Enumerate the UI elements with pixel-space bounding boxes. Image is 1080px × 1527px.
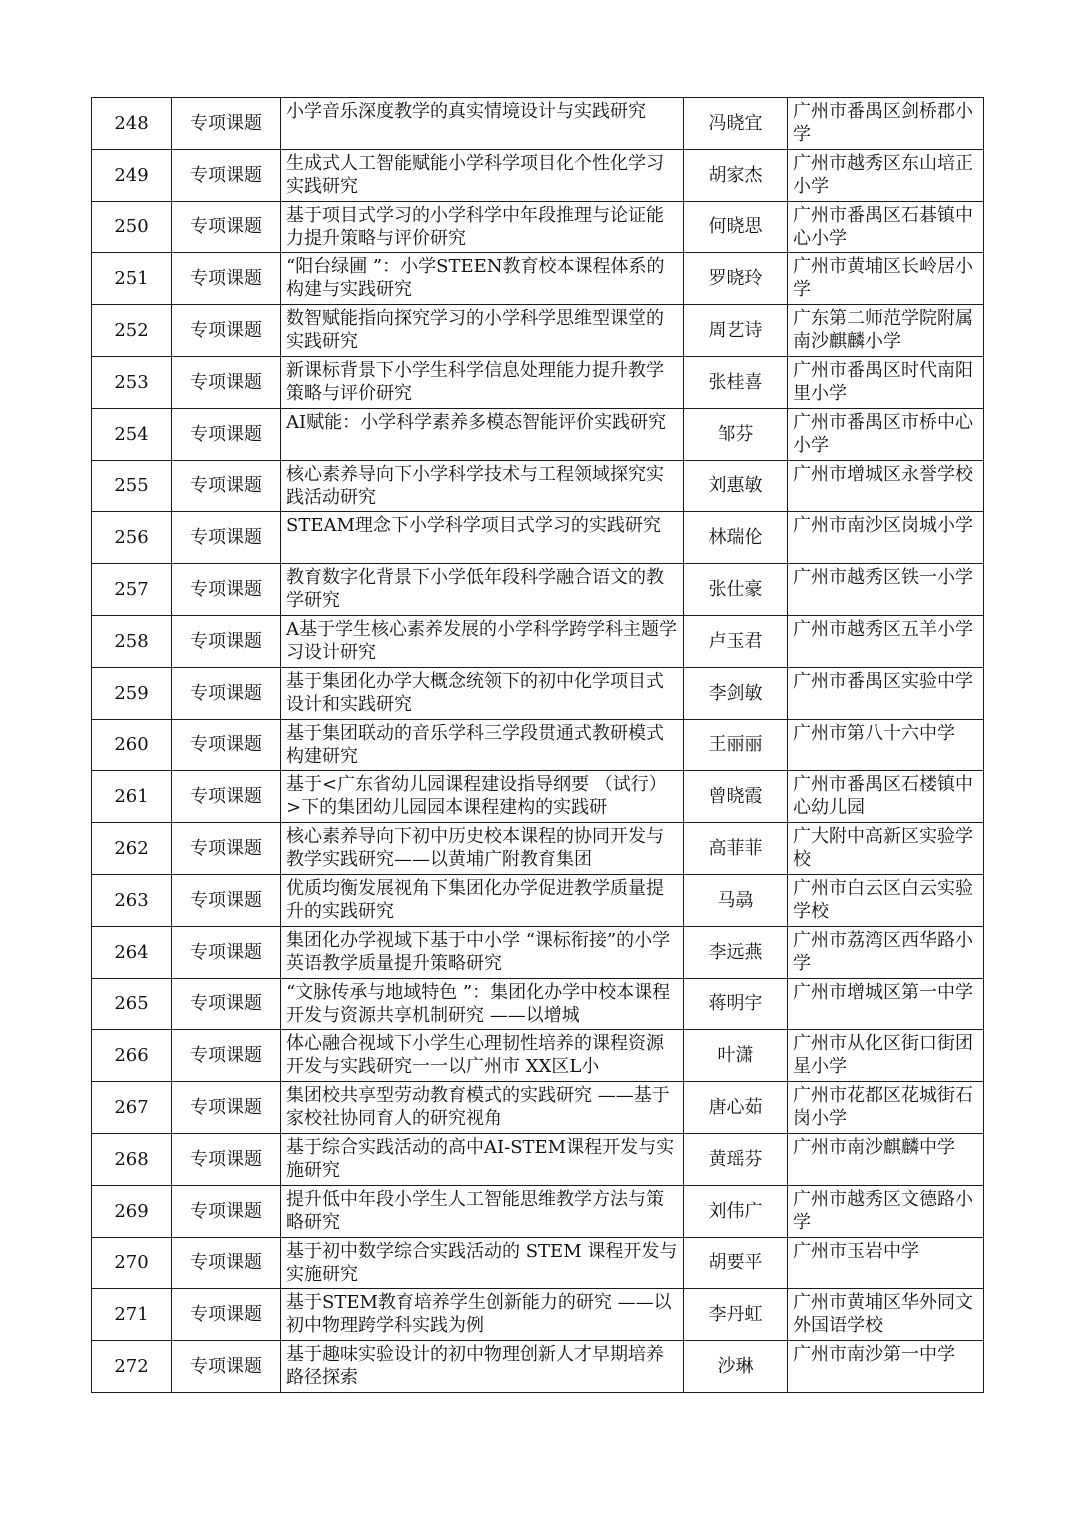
serial-number-cell: 265 — [92, 978, 172, 1030]
project-title-text: 集团化办学视域下基于中小学 “课标衔接”的小学英语教学质量提升策略研究 — [286, 929, 671, 974]
project-title-text: 体心融合视域下小学生心理韧性培养的课程资源开发与实践研究一一以广州市 XX区L小 — [286, 1033, 664, 1078]
principal-name-cell: 邹芬 — [684, 408, 788, 460]
school-unit-text: 广州市南沙区岗城小学 — [793, 515, 973, 537]
project-type-cell: 专项课题 — [172, 1237, 281, 1289]
school-unit-text: 广州市南沙第一中学 — [793, 1344, 955, 1366]
project-title-cell — [281, 149, 684, 201]
project-title-cell — [281, 305, 684, 357]
table-row — [92, 874, 984, 926]
project-title-cell — [281, 356, 684, 408]
table-row — [92, 408, 984, 460]
project-title-cell — [281, 978, 684, 1030]
project-title-cell — [281, 98, 684, 150]
school-unit-cell — [788, 719, 984, 771]
school-unit-cell — [788, 1289, 984, 1341]
principal-name-cell: 蒋明宇 — [684, 978, 788, 1030]
serial-number-cell: 251 — [92, 253, 172, 305]
project-type-cell: 专项课题 — [172, 460, 281, 512]
serial-number-cell: 254 — [92, 408, 172, 460]
project-type-cell: 专项课题 — [172, 564, 281, 616]
project-type-cell: 专项课题 — [172, 874, 281, 926]
school-unit-cell — [788, 253, 984, 305]
school-unit-cell — [788, 667, 984, 719]
table-row — [92, 823, 984, 875]
table-row — [92, 1289, 984, 1341]
project-title-text: 基于初中数学综合实践活动的 STEM 课程开发与实施研究 — [286, 1240, 678, 1285]
school-unit-text: 广州市黄埔区长岭居小学 — [793, 256, 973, 301]
school-unit-text: 广州市白云区白云实验学校 — [793, 877, 973, 922]
project-title-text: STEAM理念下小学科学项目式学习的实践研究 — [286, 515, 661, 537]
project-title-text: 新课标背景下小学生科学信息处理能力提升教学策略与评价研究 — [286, 359, 664, 404]
serial-number-cell: 268 — [92, 1133, 172, 1185]
serial-number-cell: 272 — [92, 1341, 172, 1393]
school-unit-cell — [788, 460, 984, 512]
project-type-cell: 专项课题 — [172, 615, 281, 667]
principal-name-cell: 冯晓宜 — [684, 98, 788, 150]
serial-number-cell: 248 — [92, 98, 172, 150]
principal-name-cell: 张仕豪 — [684, 564, 788, 616]
serial-number-cell: 262 — [92, 823, 172, 875]
project-title-text: 提升低中年段小学生人工智能思维教学方法与策略研究 — [286, 1188, 664, 1233]
project-title-cell — [281, 926, 684, 978]
principal-name-cell: 曾晓霞 — [684, 771, 788, 823]
school-unit-cell — [788, 564, 984, 616]
school-unit-cell — [788, 1237, 984, 1289]
table-row — [92, 1030, 984, 1082]
serial-number-cell: 259 — [92, 667, 172, 719]
table-row — [92, 1133, 984, 1185]
school-unit-text: 广州市南沙麒麟中学 — [793, 1136, 955, 1158]
school-unit-text: 广州市番禺区时代南阳里小学 — [793, 359, 973, 404]
school-unit-cell — [788, 823, 984, 875]
table-row — [92, 926, 984, 978]
project-title-cell — [281, 1133, 684, 1185]
serial-number-cell: 270 — [92, 1237, 172, 1289]
principal-name-cell: 李远燕 — [684, 926, 788, 978]
project-type-cell: 专项课题 — [172, 253, 281, 305]
principal-name-cell: 林瑞伦 — [684, 512, 788, 564]
school-unit-cell — [788, 98, 984, 150]
table-row — [92, 305, 984, 357]
school-unit-text: 广州市越秀区文德路小学 — [793, 1188, 973, 1233]
school-unit-text: 广州市番禺区市桥中心小学 — [793, 411, 973, 456]
table-row — [92, 98, 984, 150]
project-title-text: “文脉传承与地域特色 ”：集团化办学中校本课程开发与资源共享机制研究 ——以增城 — [286, 981, 671, 1026]
serial-number-cell: 253 — [92, 356, 172, 408]
table-row — [92, 564, 984, 616]
project-title-cell — [281, 823, 684, 875]
project-title-text: A基于学生核心素养发展的小学科学跨学科主题学习设计研究 — [286, 618, 677, 663]
school-unit-text: 广州市番禺区石碁镇中心小学 — [793, 204, 973, 249]
project-title-text: 核心素养导向下小学科学技术与工程领域探究实践活动研究 — [286, 463, 664, 508]
serial-number-cell: 261 — [92, 771, 172, 823]
principal-name-cell: 刘惠敏 — [684, 460, 788, 512]
project-table — [91, 97, 984, 1393]
project-title-text: 小学音乐深度教学的真实情境设计与实践研究 — [286, 101, 646, 122]
school-unit-cell — [788, 1082, 984, 1134]
project-title-text: 基于<广东省幼儿园课程建设指导纲要 （试行）>下的集团幼儿园园本课程建构的实践研 — [286, 774, 667, 819]
table-row — [92, 1237, 984, 1289]
school-unit-text: 广州市番禺区实验中学 — [793, 670, 973, 692]
school-unit-text: 广州市越秀区东山培正小学 — [793, 152, 973, 197]
project-title-text: 核心素养导向下初中历史校本课程的协同开发与教学实践研究——以黄埔广附教育集团 — [286, 826, 664, 871]
project-title-cell — [281, 253, 684, 305]
table-row — [92, 771, 984, 823]
project-title-text: 教育数字化背景下小学低年段科学融合语文的教学研究 — [286, 567, 664, 612]
project-type-cell: 专项课题 — [172, 98, 281, 150]
serial-number-cell: 252 — [92, 305, 172, 357]
project-title-cell — [281, 1082, 684, 1134]
table-row — [92, 667, 984, 719]
serial-number-cell: 264 — [92, 926, 172, 978]
project-type-cell: 专项课题 — [172, 201, 281, 253]
school-unit-text: 广州市第八十六中学 — [793, 722, 955, 744]
project-type-cell: 专项课题 — [172, 1030, 281, 1082]
principal-name-cell: 叶潇 — [684, 1030, 788, 1082]
serial-number-cell: 257 — [92, 564, 172, 616]
school-unit-text: 广州市越秀区铁一小学 — [793, 567, 973, 589]
school-unit-cell — [788, 615, 984, 667]
school-unit-text: 广大附中高新区实验学校 — [793, 826, 973, 871]
principal-name-cell: 周艺诗 — [684, 305, 788, 357]
school-unit-cell — [788, 874, 984, 926]
school-unit-cell — [788, 512, 984, 564]
table-row — [92, 149, 984, 201]
project-title-cell — [281, 615, 684, 667]
school-unit-cell — [788, 356, 984, 408]
principal-name-cell: 马骉 — [684, 874, 788, 926]
serial-number-cell: 256 — [92, 512, 172, 564]
school-unit-cell — [788, 771, 984, 823]
principal-name-cell: 卢玉君 — [684, 615, 788, 667]
school-unit-cell — [788, 1185, 984, 1237]
project-type-cell: 专项课题 — [172, 1289, 281, 1341]
principal-name-cell: 胡家杰 — [684, 149, 788, 201]
project-title-text: 基于趣味实验设计的初中物理创新人才早期培养路径探索 — [286, 1344, 664, 1389]
serial-number-cell: 260 — [92, 719, 172, 771]
project-type-cell: 专项课题 — [172, 1185, 281, 1237]
principal-name-cell: 罗晓玲 — [684, 253, 788, 305]
serial-number-cell: 255 — [92, 460, 172, 512]
serial-number-cell: 263 — [92, 874, 172, 926]
table-row — [92, 1185, 984, 1237]
project-type-cell: 专项课题 — [172, 719, 281, 771]
serial-number-cell: 258 — [92, 615, 172, 667]
project-type-cell: 专项课题 — [172, 408, 281, 460]
project-title-cell — [281, 201, 684, 253]
school-unit-cell — [788, 201, 984, 253]
project-title-text: 基于项目式学习的小学科学中年段推理与论证能力提升策略与评价研究 — [286, 204, 664, 249]
principal-name-cell: 高菲菲 — [684, 823, 788, 875]
project-type-cell: 专项课题 — [172, 149, 281, 201]
school-unit-text: 广州市黄埔区华外同文外国语学校 — [793, 1292, 973, 1337]
project-title-text: 生成式人工智能赋能小学科学项目化个性化学习实践研究 — [286, 152, 664, 197]
project-title-text: AI赋能：小学科学素养多模态智能评价实践研究 — [286, 411, 667, 433]
table-row — [92, 719, 984, 771]
project-list-sheet — [91, 97, 983, 1393]
project-title-cell — [281, 771, 684, 823]
school-unit-text: 广州市从化区街口街团星小学 — [793, 1033, 973, 1078]
principal-name-cell: 李丹虹 — [684, 1289, 788, 1341]
school-unit-text: 广州市番禺区剑桥郡小学 — [793, 101, 973, 145]
project-title-text: 数智赋能指向探究学习的小学科学思维型课堂的实践研究 — [286, 308, 664, 353]
project-title-cell — [281, 1237, 684, 1289]
school-unit-cell — [788, 978, 984, 1030]
project-title-cell — [281, 408, 684, 460]
project-title-cell — [281, 512, 684, 564]
serial-number-cell: 269 — [92, 1185, 172, 1237]
project-type-cell: 专项课题 — [172, 926, 281, 978]
table-row — [92, 512, 984, 564]
project-title-text: 基于集团化办学大概念统领下的初中化学项目式设计和实践研究 — [286, 670, 664, 715]
project-title-cell — [281, 460, 684, 512]
project-title-text: 基于综合实践活动的高中AI-STEM课程开发与实施研究 — [286, 1136, 675, 1181]
project-type-cell: 专项课题 — [172, 667, 281, 719]
school-unit-text: 广州市花都区花城街石岗小学 — [793, 1085, 973, 1130]
table-row — [92, 1341, 984, 1393]
school-unit-text: 广州市越秀区五羊小学 — [793, 618, 973, 640]
school-unit-cell — [788, 1030, 984, 1082]
school-unit-cell — [788, 149, 984, 201]
project-title-text: 集团校共享型劳动教育模式的实践研究 ——基于家校社协同育人的研究视角 — [286, 1085, 670, 1130]
principal-name-cell: 王丽丽 — [684, 719, 788, 771]
project-type-cell: 专项课题 — [172, 305, 281, 357]
table-row — [92, 356, 984, 408]
project-title-text: 基于集团联动的音乐学科三学段贯通式教研模式构建研究 — [286, 722, 664, 767]
school-unit-cell — [788, 1133, 984, 1185]
school-unit-text: 广州市番禺区石楼镇中心幼儿园 — [793, 774, 973, 819]
serial-number-cell: 267 — [92, 1082, 172, 1134]
project-title-cell — [281, 1185, 684, 1237]
table-row — [92, 201, 984, 253]
school-unit-text: 广州市增城区第一中学 — [793, 981, 973, 1003]
school-unit-text: 广州市玉岩中学 — [793, 1240, 919, 1262]
principal-name-cell: 黄瑶芬 — [684, 1133, 788, 1185]
school-unit-cell — [788, 1341, 984, 1393]
serial-number-cell: 266 — [92, 1030, 172, 1082]
project-title-cell — [281, 1030, 684, 1082]
project-title-cell — [281, 1341, 684, 1393]
project-title-cell — [281, 667, 684, 719]
principal-name-cell: 张桂喜 — [684, 356, 788, 408]
project-title-cell — [281, 719, 684, 771]
table-row — [92, 978, 984, 1030]
project-type-cell: 专项课题 — [172, 1082, 281, 1134]
school-unit-cell — [788, 408, 984, 460]
principal-name-cell: 李剑敏 — [684, 667, 788, 719]
project-type-cell: 专项课题 — [172, 1133, 281, 1185]
project-title-cell — [281, 874, 684, 926]
principal-name-cell: 沙琳 — [684, 1341, 788, 1393]
school-unit-cell — [788, 926, 984, 978]
serial-number-cell: 249 — [92, 149, 172, 201]
school-unit-text: 广州市增城区永誉学校 — [793, 463, 973, 485]
project-title-text: “阳台绿圃 ”：小学STEEN教育校本课程体系的构建与实践研究 — [286, 256, 665, 301]
principal-name-cell: 何晓思 — [684, 201, 788, 253]
project-title-text: 基于STEM教育培养学生创新能力的研究 ——以初中物理跨学科实践为例 — [286, 1292, 672, 1337]
project-title-cell — [281, 1289, 684, 1341]
table-row — [92, 615, 984, 667]
school-unit-text: 广东第二师范学院附属南沙麒麟小学 — [793, 308, 973, 353]
project-type-cell: 专项课题 — [172, 978, 281, 1030]
table-row — [92, 460, 984, 512]
serial-number-cell: 271 — [92, 1289, 172, 1341]
project-type-cell: 专项课题 — [172, 1341, 281, 1393]
principal-name-cell: 唐心茹 — [684, 1082, 788, 1134]
project-title-text: 优质均衡发展视角下集团化办学促进教学质量提升的实践研究 — [286, 877, 664, 922]
project-title-cell — [281, 564, 684, 616]
school-unit-cell — [788, 305, 984, 357]
principal-name-cell: 胡要平 — [684, 1237, 788, 1289]
school-unit-text: 广州市荔湾区西华路小学 — [793, 929, 973, 974]
table-row — [92, 253, 984, 305]
principal-name-cell: 刘伟广 — [684, 1185, 788, 1237]
table-row — [92, 1082, 984, 1134]
project-type-cell: 专项课题 — [172, 356, 281, 408]
table-body — [92, 98, 984, 1393]
project-type-cell: 专项课题 — [172, 823, 281, 875]
project-type-cell: 专项课题 — [172, 512, 281, 564]
serial-number-cell: 250 — [92, 201, 172, 253]
project-type-cell: 专项课题 — [172, 771, 281, 823]
